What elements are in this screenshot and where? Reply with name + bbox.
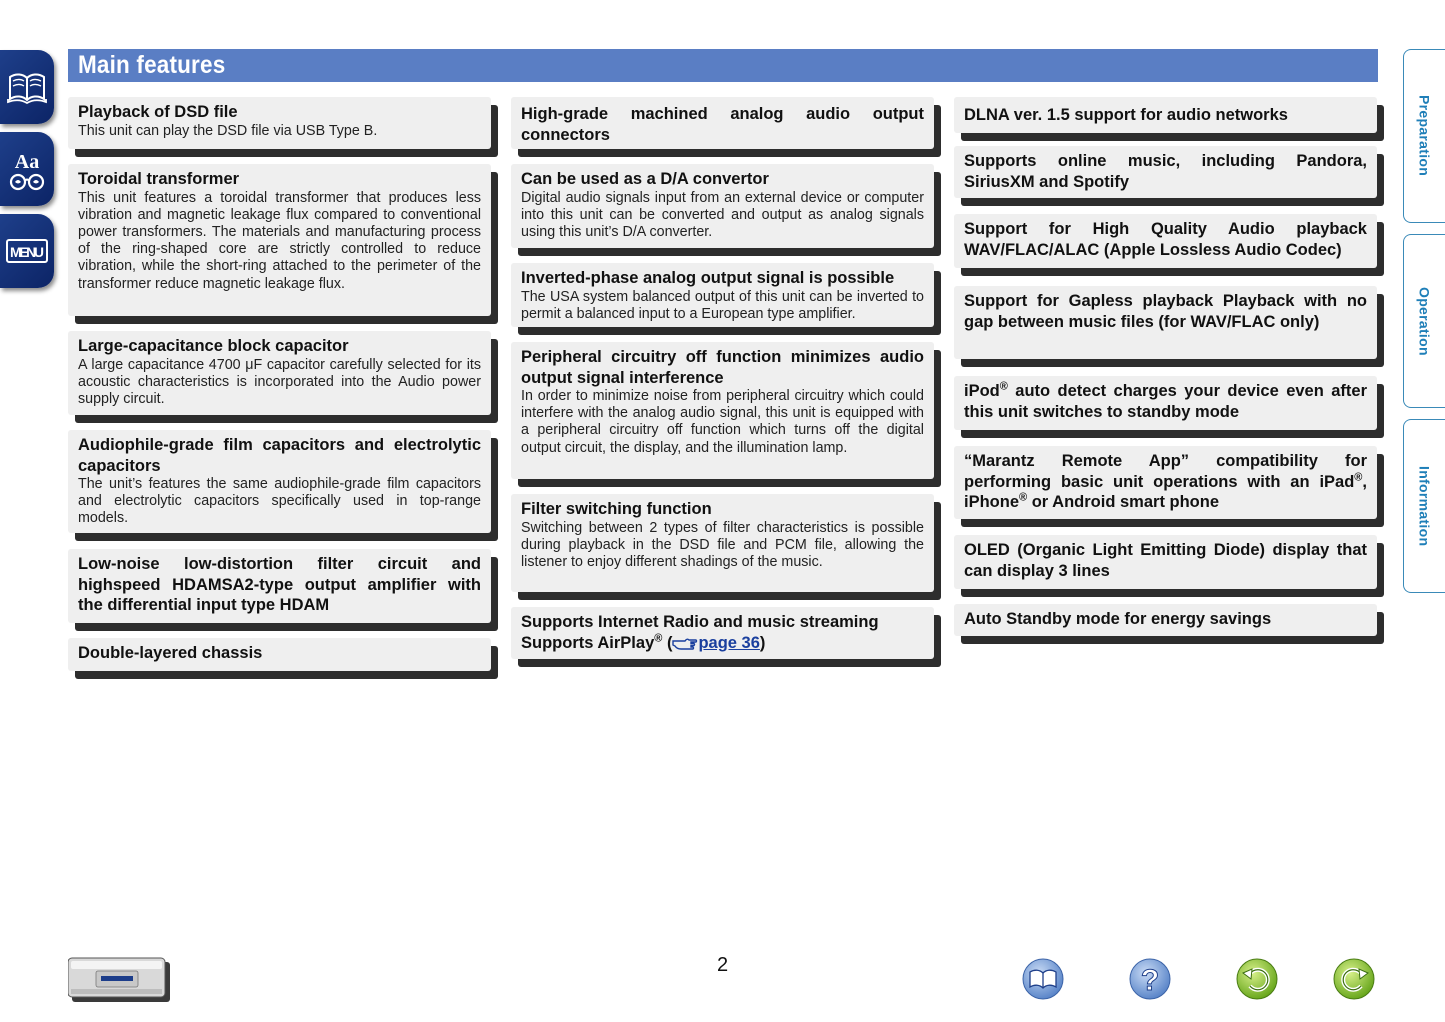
feature-card [954, 446, 1377, 519]
feature-card [68, 331, 491, 415]
device-button[interactable] [68, 957, 168, 1001]
feature-card [954, 376, 1377, 430]
feature-card [954, 535, 1377, 589]
index-tab-text: Aa [14, 151, 40, 173]
feature-body: Digital audio signals input from an external device or computer into this unit can be converted and output as analog signals using this unit’s D/A converter. [521, 189, 924, 240]
feature-title: Audiophile-grade film capacitors and electrolytic capacitors [78, 436, 481, 475]
ipod-text: iPod [964, 382, 1000, 400]
feature-card [954, 286, 1377, 359]
marantz-text: “Marantz Remote App” compatibility for performing basic unit operations with an iPad [964, 452, 1367, 491]
menu-icon [6, 238, 48, 264]
feature-title: Inverted-phase analog output signal is possible [521, 269, 895, 287]
feature-title: High-grade machined analog audio output connectors [521, 105, 924, 144]
tab-operation[interactable] [1403, 234, 1445, 408]
feature-title [964, 451, 1367, 513]
registered-mark: ® [1354, 471, 1363, 483]
tab-information[interactable] [1403, 419, 1445, 593]
font-glasses-icon [6, 144, 48, 194]
back-button[interactable] [1235, 957, 1279, 1001]
feature-body: Switching between 2 types of filter characteristics is possible during playback in the DSD file and PCM file, allowing the listener to enjoy different shadings of the music. [521, 519, 924, 570]
feature-title: Support for High Quality Audio playback WAV/FLAC/ALAC (Apple Lossless Audio Codec) [964, 220, 1367, 259]
book-icon [6, 69, 48, 105]
index-tab[interactable] [0, 132, 54, 206]
title-bar [68, 49, 1378, 82]
tab-information-label: Information [1416, 465, 1433, 547]
feature-title [964, 381, 1367, 422]
feature-card [954, 214, 1377, 268]
page-link-text: page 36 [698, 633, 760, 652]
feature-body: The unit’s features the same audiophile-grade film capacitors and electrolytic capacitors specifically used in top-range models. [78, 476, 481, 527]
feature-title: Playback of DSD file [78, 103, 238, 121]
feature-body: This unit can play the DSD file via USB Type B. [78, 122, 378, 139]
feature-card [68, 549, 491, 623]
help-text: ? [1140, 964, 1160, 997]
feature-card [511, 494, 934, 592]
feature-title: Auto Standby mode for energy savings [964, 610, 1272, 628]
feature-card [511, 97, 934, 149]
feature-title: Double-layered chassis [78, 644, 263, 662]
feature-title [521, 633, 924, 654]
help-button[interactable] [1128, 957, 1172, 1001]
back-arrow-icon [1235, 957, 1279, 1001]
contents-button[interactable] [1021, 957, 1065, 1001]
feature-title: OLED (Organic Light Emitting Diode) display that can display 3 lines [964, 541, 1367, 580]
feature-card [954, 146, 1377, 198]
feature-card [511, 342, 934, 479]
feature-title: Low-noise low-distortion filter circuit and highspeed HDAMSA2-type output amplifier with the differential input type HDAM [78, 555, 481, 614]
feature-card [68, 164, 491, 316]
feature-title: DLNA ver. 1.5 support for audio networks [964, 106, 1288, 124]
feature-title: Large-capacitance block capacitor [78, 337, 349, 355]
feature-title: Supports online music, including Pandora, SiriusXM and Spotify [964, 152, 1367, 191]
tab-operation-label: Operation [1416, 286, 1433, 356]
forward-button[interactable] [1332, 957, 1376, 1001]
feature-card [511, 607, 934, 659]
feature-card [68, 430, 491, 533]
feature-title: Peripheral circuitry off function minimizes audio output signal interference [521, 348, 924, 387]
feature-title: Toroidal transformer [78, 170, 240, 188]
feature-body: This unit features a toroidal transformer that produces less vibration and magnetic leakage flux compared to conventional power transformers. The materials and manufacturing process of the ring-shaped core are strictly controlled to reduce vibration, while the short-ring attached to the perimeter of the transformer reduce magnetic leakage flux. [78, 189, 481, 292]
page-title: Main features [78, 51, 226, 79]
menu-tab-text: MENU [10, 244, 44, 260]
menu-tab[interactable] [0, 214, 54, 288]
iphone-text: , iPhone [964, 472, 1367, 511]
android-text: or Android smart phone [1027, 493, 1220, 511]
question-icon [1128, 957, 1172, 1001]
tab-preparation[interactable] [1403, 49, 1445, 223]
feature-card [954, 97, 1377, 133]
pointing-hand-icon [672, 636, 698, 650]
feature-title: Supports Internet Radio and music streaming [521, 613, 879, 631]
feature-card [511, 263, 934, 327]
open-paren: ( [662, 633, 673, 652]
feature-body: A large capacitance 4700 μF capacitor carefully selected for its acoustic characteristics is incorporated into the Audio power supply circuit. [78, 356, 481, 407]
feature-card [954, 604, 1377, 636]
close-paren: ) [759, 633, 766, 652]
feature-card [68, 638, 491, 671]
contents-tab[interactable] [0, 50, 54, 124]
feature-title: Can be used as a D/A convertor [521, 170, 769, 188]
registered-mark: ® [1019, 491, 1028, 504]
page-36-link[interactable] [672, 634, 759, 652]
feature-card [68, 97, 491, 149]
feature-title: Filter switching function [521, 500, 712, 518]
feature-card [511, 164, 934, 248]
tab-preparation-label: Preparation [1416, 95, 1433, 177]
feature-title: Support for Gapless playback Playback with no gap between music files (for WAV/FLAC only) [964, 292, 1367, 331]
feature-body: The USA system balanced output of this unit can be inverted to permit a balanced input to a European type amplifier. [521, 288, 924, 322]
registered-mark: ® [654, 632, 663, 644]
player-device-icon [68, 957, 170, 1003]
feature-body: In order to minimize noise from peripheral circuitry which could interfere with the analog audio signal, this unit is equipped with a peripheral circuitry off function which turns off the digital output circuit, the display, and the illumination lamp. [521, 388, 924, 456]
forward-arrow-icon [1332, 957, 1376, 1001]
book-icon [1021, 957, 1065, 1001]
airplay-text: Supports AirPlay [521, 633, 655, 652]
registered-mark: ® [999, 380, 1008, 393]
page-number: 2 [716, 954, 729, 976]
ipod-rest: auto detect charges your device even after this unit switches to standby mode [964, 382, 1367, 421]
